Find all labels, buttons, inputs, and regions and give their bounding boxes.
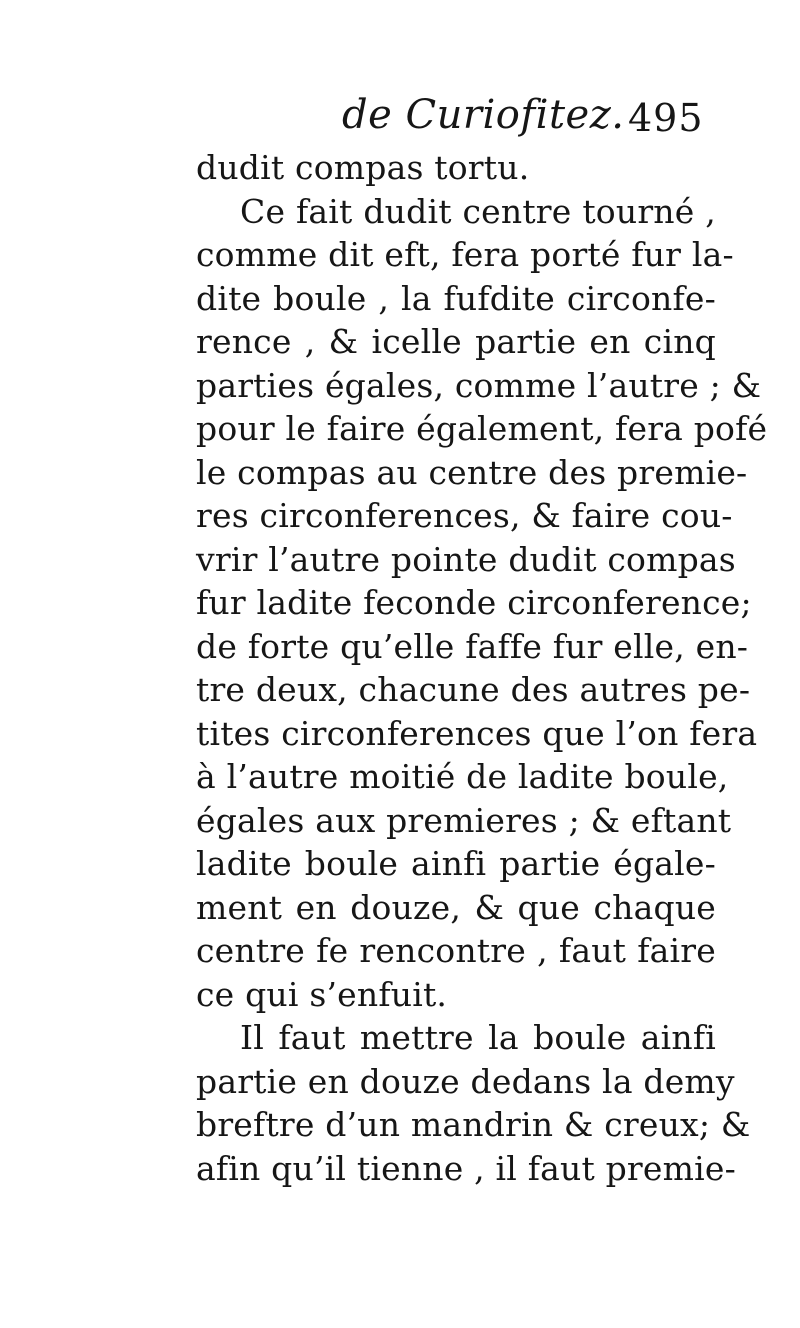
text-line: ladite boule ainfi partie égale- bbox=[196, 844, 716, 883]
text-line: centre fe rencontre , faut faire bbox=[196, 931, 716, 970]
text-line: de forte qu’elle faffe fur elle, en- bbox=[196, 626, 749, 666]
paragraph-start-line: Ce fait dudit centre tourné , bbox=[240, 191, 716, 231]
text-line: partie en douze dedans la demy bbox=[196, 1061, 735, 1101]
text-line: parties égales, comme l’autre ; & bbox=[196, 365, 762, 405]
text-line: égales aux premieres ; & eftant bbox=[196, 800, 732, 840]
text-line: ment en douze, & que chaque bbox=[196, 887, 716, 927]
page-number: 495 bbox=[628, 96, 704, 140]
text-line: afin qu’il tienne , il faut premie- bbox=[196, 1148, 736, 1188]
text-line: dite boule , la fufdite circonfe- bbox=[196, 278, 716, 318]
paragraph-start-line: Il faut mettre la boule ainfi bbox=[240, 1018, 716, 1057]
text-line: comme dit eft, fera porté fur la- bbox=[196, 235, 734, 274]
text-line: fur ladite feconde circonference; bbox=[196, 583, 752, 622]
text-line: rence , & icelle partie en cinq bbox=[196, 322, 716, 361]
body-text bbox=[196, 146, 768, 1190]
text-line: à l’autre moitié de ladite boule, bbox=[196, 757, 729, 796]
running-head bbox=[0, 92, 800, 148]
text-line: ce qui s’enfuit. bbox=[196, 974, 448, 1014]
text-line: breftre d’un mandrin & creux; & bbox=[196, 1105, 751, 1144]
text-line: tre deux, chacune des autres pe- bbox=[196, 670, 751, 709]
text-line: vrir l’autre pointe dudit compas bbox=[196, 539, 736, 579]
text-line: le compas au centre des premie- bbox=[196, 452, 748, 492]
text-line: pour le faire également, fera pofé bbox=[196, 409, 768, 448]
text-line: tites circonferences que l’on fera bbox=[196, 713, 758, 753]
text-line: dudit compas tortu. bbox=[196, 148, 530, 187]
running-title: de Curiofitez. bbox=[342, 92, 625, 138]
text-line: res circonferences, & faire cou- bbox=[196, 496, 733, 535]
